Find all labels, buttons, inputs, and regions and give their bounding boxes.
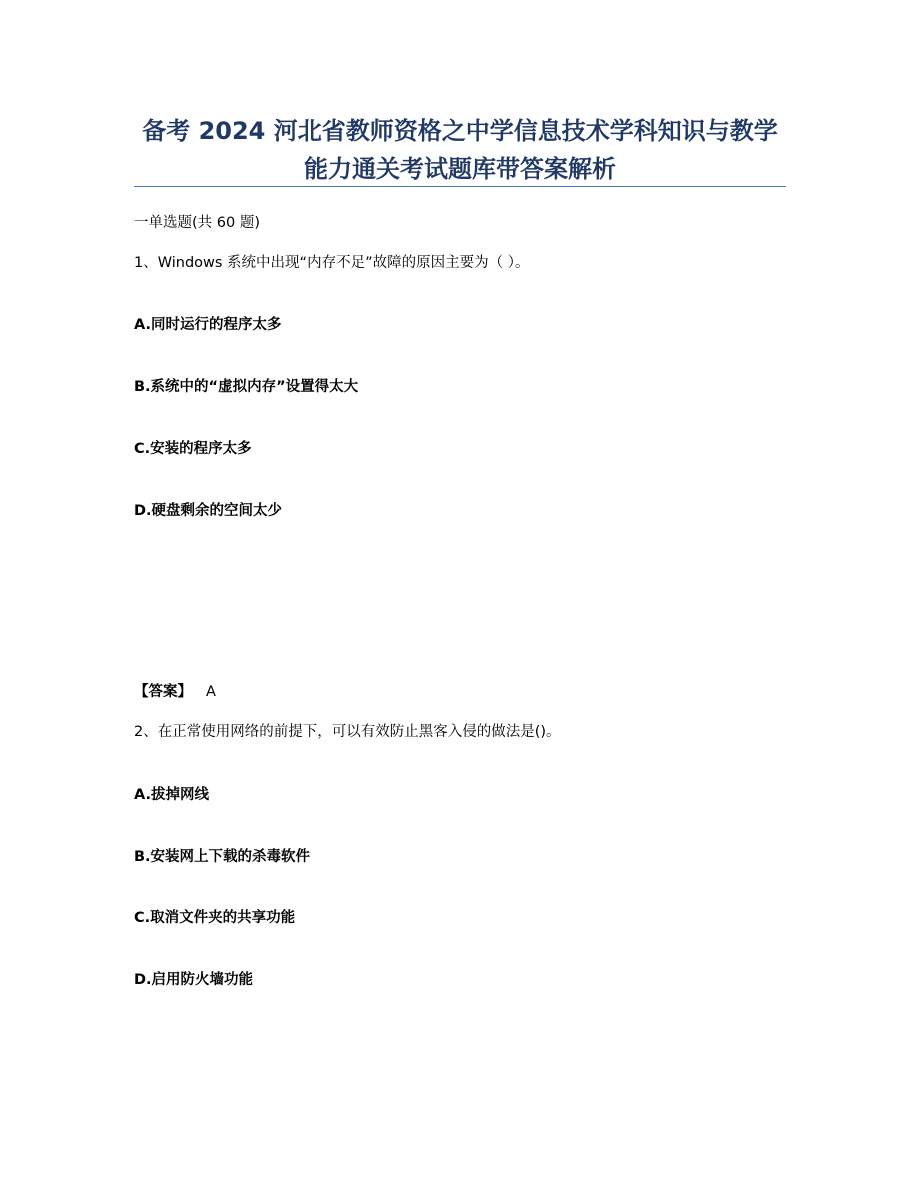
question-1-stem: 1、Windows 系统中出现“内存不足”故障的原因主要为（ ）。 bbox=[134, 255, 530, 271]
question-2-option-b: B.安装网上下载的杀毒软件 bbox=[134, 849, 311, 865]
question-2-option-c: C.取消文件夹的共享功能 bbox=[134, 910, 296, 926]
section-heading: 一单选题(共 60 题) bbox=[134, 215, 260, 231]
answer-label: 【答案】 bbox=[134, 684, 192, 700]
question-1-option-c: C.安装的程序太多 bbox=[134, 441, 252, 457]
title-divider bbox=[134, 186, 786, 187]
question-2-option-a: A.拔掉网线 bbox=[134, 787, 209, 803]
document-title bbox=[134, 112, 786, 188]
question-2-stem: 2、在正常使用网络的前提下，可以有效防止黑客入侵的做法是()。 bbox=[134, 724, 561, 740]
question-2-option-d: D.启用防火墙功能 bbox=[134, 972, 254, 988]
title-line-2: 能力通关考试题库带答案解析 bbox=[304, 155, 616, 183]
answer-value: A bbox=[206, 684, 216, 700]
title-line-1: 备考 2024 河北省教师资格之中学信息技术学科知识与教学 bbox=[142, 117, 778, 145]
question-1-option-a: A.同时运行的程序太多 bbox=[134, 317, 282, 333]
question-1-option-d: D.硬盘剩余的空间太少 bbox=[134, 503, 283, 519]
question-1-option-b: B.系统中的“虚拟内存”设置得太大 bbox=[134, 379, 359, 395]
question-1-answer bbox=[134, 682, 216, 702]
